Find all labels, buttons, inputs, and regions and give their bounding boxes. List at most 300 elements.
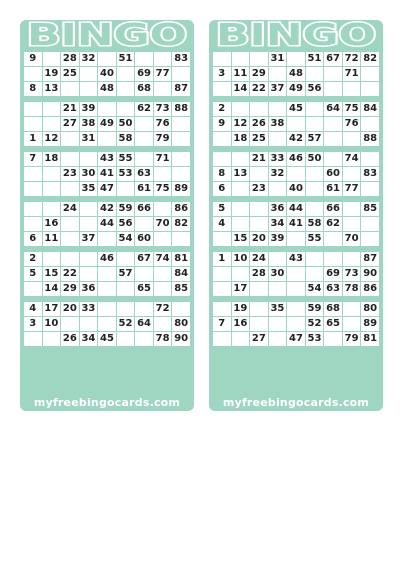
blank-cell <box>213 282 232 297</box>
blank-cell <box>24 167 43 182</box>
ticket-row <box>213 167 380 182</box>
number-cell: 59 <box>116 202 135 217</box>
number-cell: 32 <box>268 167 287 182</box>
blank-cell <box>135 52 154 67</box>
blank-cell <box>172 302 191 317</box>
number-cell: 47 <box>98 182 117 197</box>
number-cell: 35 <box>79 182 98 197</box>
blank-cell <box>305 182 324 197</box>
blank-cell <box>287 267 306 282</box>
blank-cell <box>361 152 380 167</box>
blank-cell <box>342 202 361 217</box>
number-cell: 59 <box>305 302 324 317</box>
number-cell: 12 <box>231 117 250 132</box>
number-cell: 11 <box>231 67 250 82</box>
blank-cell <box>231 202 250 217</box>
number-cell: 24 <box>61 202 80 217</box>
number-cell: 54 <box>116 232 135 247</box>
number-cell: 4 <box>213 217 232 232</box>
blank-cell <box>79 67 98 82</box>
blank-cell <box>116 82 135 97</box>
number-cell: 14 <box>42 282 61 297</box>
blank-cell <box>305 102 324 117</box>
blank-cell <box>342 82 361 97</box>
blank-cell <box>361 117 380 132</box>
blank-cell <box>268 252 287 267</box>
number-cell: 1 <box>24 132 43 147</box>
blank-cell <box>61 232 80 247</box>
number-cell: 25 <box>61 67 80 82</box>
number-cell: 70 <box>153 217 172 232</box>
blank-cell <box>287 117 306 132</box>
blank-cell <box>135 152 154 167</box>
number-cell: 12 <box>42 132 61 147</box>
number-cell: 16 <box>42 217 61 232</box>
number-cell: 65 <box>135 282 154 297</box>
ticket-row <box>213 67 380 82</box>
number-cell: 16 <box>231 317 250 332</box>
blank-cell <box>24 202 43 217</box>
blank-cell <box>213 267 232 282</box>
number-cell: 7 <box>24 152 43 167</box>
bingo-ticket <box>212 101 380 147</box>
number-cell: 45 <box>98 332 117 347</box>
blank-cell <box>24 117 43 132</box>
site-footer: myfreebingocards.com <box>33 396 181 409</box>
number-cell: 69 <box>324 267 343 282</box>
number-cell: 47 <box>287 332 306 347</box>
number-cell: 66 <box>135 202 154 217</box>
number-cell: 44 <box>98 217 117 232</box>
ticket-row <box>24 167 191 182</box>
number-cell: 9 <box>213 117 232 132</box>
number-cell: 43 <box>98 152 117 167</box>
number-cell: 42 <box>98 202 117 217</box>
blank-cell <box>61 152 80 167</box>
blank-cell <box>61 252 80 267</box>
number-cell: 2 <box>24 252 43 267</box>
number-cell: 49 <box>287 82 306 97</box>
blank-cell <box>116 282 135 297</box>
ticket-row <box>24 302 191 317</box>
number-cell: 26 <box>61 332 80 347</box>
bingo-ticket <box>212 51 380 97</box>
ticket-grid <box>212 151 380 197</box>
blank-cell <box>116 102 135 117</box>
number-cell: 25 <box>250 132 269 147</box>
number-cell: 42 <box>287 132 306 147</box>
bingo-title: BINGO <box>216 20 376 50</box>
number-cell: 87 <box>361 252 380 267</box>
ticket-row <box>24 282 191 297</box>
blank-cell <box>268 282 287 297</box>
number-cell: 87 <box>172 82 191 97</box>
number-cell: 69 <box>135 67 154 82</box>
number-cell: 84 <box>172 267 191 282</box>
number-cell: 26 <box>250 117 269 132</box>
number-cell: 48 <box>98 82 117 97</box>
number-cell: 80 <box>361 302 380 317</box>
blank-cell <box>250 52 269 67</box>
blank-cell <box>24 332 43 347</box>
bingo-strip-right <box>209 20 383 411</box>
blank-cell <box>172 152 191 167</box>
number-cell: 20 <box>250 232 269 247</box>
blank-cell <box>268 317 287 332</box>
blank-cell <box>342 132 361 147</box>
number-cell: 53 <box>305 332 324 347</box>
number-cell: 72 <box>153 302 172 317</box>
blank-cell <box>79 152 98 167</box>
blank-cell <box>250 167 269 182</box>
blank-cell <box>153 282 172 297</box>
number-cell: 89 <box>361 317 380 332</box>
blank-cell <box>116 302 135 317</box>
number-cell: 58 <box>116 132 135 147</box>
blank-cell <box>324 82 343 97</box>
number-cell: 13 <box>42 82 61 97</box>
number-cell: 82 <box>172 217 191 232</box>
blank-cell <box>153 267 172 282</box>
blank-cell <box>268 332 287 347</box>
number-cell: 57 <box>305 132 324 147</box>
ticket-row <box>24 152 191 167</box>
ticket-row <box>24 317 191 332</box>
ticket-row <box>24 182 191 197</box>
blank-cell <box>116 332 135 347</box>
number-cell: 56 <box>116 217 135 232</box>
number-cell: 63 <box>324 282 343 297</box>
blank-cell <box>135 267 154 282</box>
ticket-grid <box>212 251 380 297</box>
number-cell: 30 <box>268 267 287 282</box>
blank-cell <box>268 132 287 147</box>
blank-cell <box>172 232 191 247</box>
number-cell: 55 <box>305 232 324 247</box>
ticket-grid <box>23 51 191 97</box>
number-cell: 34 <box>268 217 287 232</box>
number-cell: 3 <box>213 67 232 82</box>
number-cell: 11 <box>42 232 61 247</box>
blank-cell <box>305 252 324 267</box>
blank-cell <box>305 267 324 282</box>
bingo-ticket <box>212 301 380 347</box>
ticket-grid <box>23 301 191 347</box>
bingo-ticket <box>23 301 191 347</box>
number-cell: 64 <box>324 102 343 117</box>
number-cell: 86 <box>172 202 191 217</box>
number-cell: 43 <box>287 252 306 267</box>
blank-cell <box>98 52 117 67</box>
number-cell: 46 <box>98 252 117 267</box>
blank-cell <box>61 82 80 97</box>
number-cell: 2 <box>213 102 232 117</box>
number-cell: 90 <box>172 332 191 347</box>
blank-cell <box>24 282 43 297</box>
number-cell: 40 <box>287 182 306 197</box>
ticket-row <box>213 117 380 132</box>
ticket-row <box>213 217 380 232</box>
bingo-header <box>209 20 383 50</box>
number-cell: 73 <box>342 267 361 282</box>
number-cell: 85 <box>361 202 380 217</box>
number-cell: 17 <box>231 282 250 297</box>
number-cell: 28 <box>250 267 269 282</box>
bingo-ticket <box>23 101 191 147</box>
ticket-row <box>24 252 191 267</box>
blank-cell <box>42 202 61 217</box>
ticket-grid <box>212 201 380 247</box>
blank-cell <box>98 132 117 147</box>
blank-cell <box>213 152 232 167</box>
blank-cell <box>98 267 117 282</box>
ticket-stack <box>212 51 380 351</box>
blank-cell <box>61 182 80 197</box>
blank-cell <box>231 102 250 117</box>
ticket-row <box>213 252 380 267</box>
blank-cell <box>342 252 361 267</box>
ticket-row <box>213 332 380 347</box>
blank-cell <box>250 317 269 332</box>
ticket-grid <box>23 201 191 247</box>
blank-cell <box>61 132 80 147</box>
number-cell: 8 <box>213 167 232 182</box>
blank-cell <box>231 217 250 232</box>
blank-cell <box>98 102 117 117</box>
blank-cell <box>42 182 61 197</box>
number-cell: 82 <box>361 52 380 67</box>
number-cell: 7 <box>213 317 232 332</box>
blank-cell <box>250 217 269 232</box>
number-cell: 51 <box>116 52 135 67</box>
number-cell: 38 <box>268 117 287 132</box>
blank-cell <box>79 202 98 217</box>
blank-cell <box>287 167 306 182</box>
number-cell: 74 <box>342 152 361 167</box>
number-cell: 29 <box>250 67 269 82</box>
ticket-grid <box>212 101 380 147</box>
number-cell: 56 <box>305 82 324 97</box>
blank-cell <box>135 132 154 147</box>
ticket-row <box>213 152 380 167</box>
number-cell: 79 <box>342 332 361 347</box>
number-cell: 5 <box>213 202 232 217</box>
number-cell: 10 <box>42 317 61 332</box>
ticket-row <box>213 52 380 67</box>
number-cell: 60 <box>324 167 343 182</box>
number-cell: 78 <box>153 332 172 347</box>
number-cell: 48 <box>287 67 306 82</box>
blank-cell <box>324 232 343 247</box>
number-cell: 10 <box>231 252 250 267</box>
ticket-row <box>24 67 191 82</box>
blank-cell <box>324 152 343 167</box>
blank-cell <box>116 252 135 267</box>
bingo-strip-left <box>20 20 194 411</box>
number-cell: 15 <box>42 267 61 282</box>
blank-cell <box>342 302 361 317</box>
number-cell: 61 <box>324 182 343 197</box>
site-footer: myfreebingocards.com <box>222 396 370 409</box>
number-cell: 89 <box>172 182 191 197</box>
blank-cell <box>24 67 43 82</box>
ticket-row <box>24 102 191 117</box>
bingo-ticket <box>23 201 191 247</box>
ticket-grid <box>212 301 380 347</box>
blank-cell <box>98 302 117 317</box>
blank-cell <box>24 217 43 232</box>
number-cell: 50 <box>116 117 135 132</box>
blank-cell <box>153 82 172 97</box>
number-cell: 63 <box>135 167 154 182</box>
blank-cell <box>153 317 172 332</box>
number-cell: 71 <box>342 67 361 82</box>
ticket-row <box>24 52 191 67</box>
number-cell: 53 <box>116 167 135 182</box>
ticket-stack <box>23 51 191 351</box>
number-cell: 51 <box>305 52 324 67</box>
number-cell: 23 <box>250 182 269 197</box>
number-cell: 79 <box>153 132 172 147</box>
number-cell: 41 <box>98 167 117 182</box>
ticket-row <box>213 82 380 97</box>
number-cell: 19 <box>231 302 250 317</box>
blank-cell <box>42 102 61 117</box>
number-cell: 19 <box>42 67 61 82</box>
blank-cell <box>324 67 343 82</box>
blank-cell <box>231 182 250 197</box>
blank-cell <box>361 232 380 247</box>
ticket-grid <box>212 51 380 97</box>
number-cell: 38 <box>79 117 98 132</box>
blank-cell <box>250 302 269 317</box>
blank-cell <box>287 282 306 297</box>
number-cell: 65 <box>324 317 343 332</box>
number-cell: 60 <box>135 232 154 247</box>
number-cell: 37 <box>79 232 98 247</box>
number-cell: 39 <box>268 232 287 247</box>
number-cell: 73 <box>153 102 172 117</box>
blank-cell <box>42 332 61 347</box>
number-cell: 17 <box>42 302 61 317</box>
number-cell: 6 <box>24 232 43 247</box>
number-cell: 50 <box>305 152 324 167</box>
number-cell: 75 <box>153 182 172 197</box>
number-cell: 68 <box>324 302 343 317</box>
blank-cell <box>42 52 61 67</box>
number-cell: 67 <box>135 252 154 267</box>
blank-cell <box>268 182 287 197</box>
ticket-grid <box>23 101 191 147</box>
blank-cell <box>24 102 43 117</box>
bingo-ticket <box>212 201 380 247</box>
number-cell: 75 <box>342 102 361 117</box>
ticket-row <box>24 132 191 147</box>
number-cell: 49 <box>98 117 117 132</box>
number-cell: 37 <box>268 82 287 97</box>
ticket-row <box>213 232 380 247</box>
number-cell: 22 <box>61 267 80 282</box>
bingo-ticket <box>212 251 380 297</box>
number-cell: 70 <box>342 232 361 247</box>
bingo-ticket <box>23 251 191 297</box>
blank-cell <box>24 182 43 197</box>
number-cell: 21 <box>61 102 80 117</box>
blank-cell <box>213 302 232 317</box>
blank-cell <box>42 167 61 182</box>
number-cell: 41 <box>287 217 306 232</box>
ticket-row <box>24 232 191 247</box>
number-cell: 5 <box>24 267 43 282</box>
blank-cell <box>342 167 361 182</box>
bingo-ticket <box>23 51 191 97</box>
number-cell: 71 <box>153 152 172 167</box>
number-cell: 83 <box>361 167 380 182</box>
number-cell: 64 <box>135 317 154 332</box>
number-cell: 36 <box>268 202 287 217</box>
number-cell: 57 <box>116 267 135 282</box>
blank-cell <box>153 202 172 217</box>
number-cell: 44 <box>287 202 306 217</box>
ticket-row <box>213 132 380 147</box>
blank-cell <box>42 252 61 267</box>
ticket-row <box>213 202 380 217</box>
number-cell: 20 <box>61 302 80 317</box>
bingo-title-banner <box>20 20 194 50</box>
number-cell: 8 <box>24 82 43 97</box>
ticket-row <box>213 282 380 297</box>
number-cell: 54 <box>305 282 324 297</box>
blank-cell <box>213 232 232 247</box>
bingo-ticket <box>23 151 191 197</box>
ticket-row <box>213 102 380 117</box>
number-cell: 77 <box>342 182 361 197</box>
blank-cell <box>135 117 154 132</box>
number-cell: 28 <box>61 52 80 67</box>
blank-cell <box>305 202 324 217</box>
blank-cell <box>361 217 380 232</box>
number-cell: 32 <box>79 52 98 67</box>
blank-cell <box>79 82 98 97</box>
blank-cell <box>305 67 324 82</box>
blank-cell <box>172 67 191 82</box>
number-cell: 6 <box>213 182 232 197</box>
number-cell: 66 <box>324 202 343 217</box>
blank-cell <box>42 117 61 132</box>
number-cell: 62 <box>324 217 343 232</box>
blank-cell <box>342 317 361 332</box>
blank-cell <box>231 52 250 67</box>
number-cell: 14 <box>231 82 250 97</box>
number-cell: 36 <box>79 282 98 297</box>
blank-cell <box>361 182 380 197</box>
number-cell: 88 <box>172 102 191 117</box>
number-cell: 39 <box>79 102 98 117</box>
ticket-row <box>213 267 380 282</box>
number-cell: 31 <box>268 52 287 67</box>
blank-cell <box>79 252 98 267</box>
ticket-row <box>213 182 380 197</box>
number-cell: 52 <box>116 317 135 332</box>
blank-cell <box>153 232 172 247</box>
blank-cell <box>305 117 324 132</box>
blank-cell <box>61 317 80 332</box>
blank-cell <box>116 182 135 197</box>
number-cell: 18 <box>231 132 250 147</box>
number-cell: 88 <box>361 132 380 147</box>
number-cell: 76 <box>342 117 361 132</box>
blank-cell <box>172 167 191 182</box>
